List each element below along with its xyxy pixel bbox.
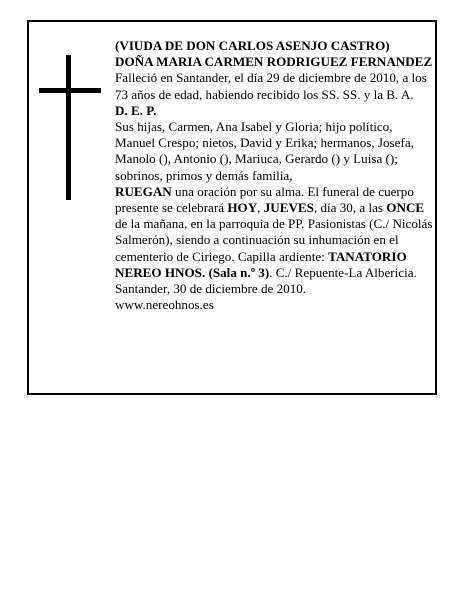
cross-horizontal-bar	[39, 88, 101, 93]
funeral-home-address: . C./ Repuente-La Albericia.	[269, 264, 417, 280]
funeral-text-3: de la mañana, en la parroquia de PP. Pasionistas (C./ Nicolás Salmerón), siendo a continuación su inhumación en el cementerio de Ciriego. Capilla ardiente:	[115, 216, 433, 264]
deceased-name: DOÑA MARIA CARMEN RODRIGUEZ FERNANDEZ	[115, 54, 433, 70]
obituary-notice	[27, 20, 437, 395]
funeral-text-1: una oración por su alma. El funeral de cuerpo presente se celebrará	[115, 183, 414, 216]
request-word: RUEGAN	[115, 183, 172, 199]
rest-in-peace: D. E. P.	[115, 102, 157, 118]
comma-separator: ,	[257, 200, 264, 216]
website-text: www.nereohnos.es	[115, 297, 214, 313]
funeral-details	[115, 184, 433, 281]
cross-icon	[39, 55, 101, 200]
place-date: Santander, 30 de diciembre de 2010.	[115, 281, 307, 297]
funeral-text-2: , día 30, a las	[313, 200, 387, 216]
cross-vertical-bar	[66, 55, 71, 200]
weekday-word: JUEVES	[263, 200, 314, 216]
hour-word: ONCE	[386, 200, 425, 216]
family-list: Sus hijas, Carmen, Ana Isabel y Gloria; hijo político, Manuel Crespo; nietos, David y Erika; hermanos, Josefa, Manolo (), Antonio (), Mariuca, Gerardo () y Luisa (); sobrinos, primos y demás familia,	[115, 119, 414, 183]
day-word: HOY	[227, 200, 258, 216]
widow-header: (VIUDA DE DON CARLOS ASENJO CASTRO)	[115, 38, 390, 53]
death-details: Falleció en Santander, el día 29 de diciembre de 2010, a los 73 años de edad, habiendo recibido los SS. SS. y la B. A.	[115, 70, 427, 102]
funeral-home: TANATORIO NEREO HNOS. (Sala n.º 3)	[115, 248, 407, 280]
notice-text	[115, 38, 433, 313]
